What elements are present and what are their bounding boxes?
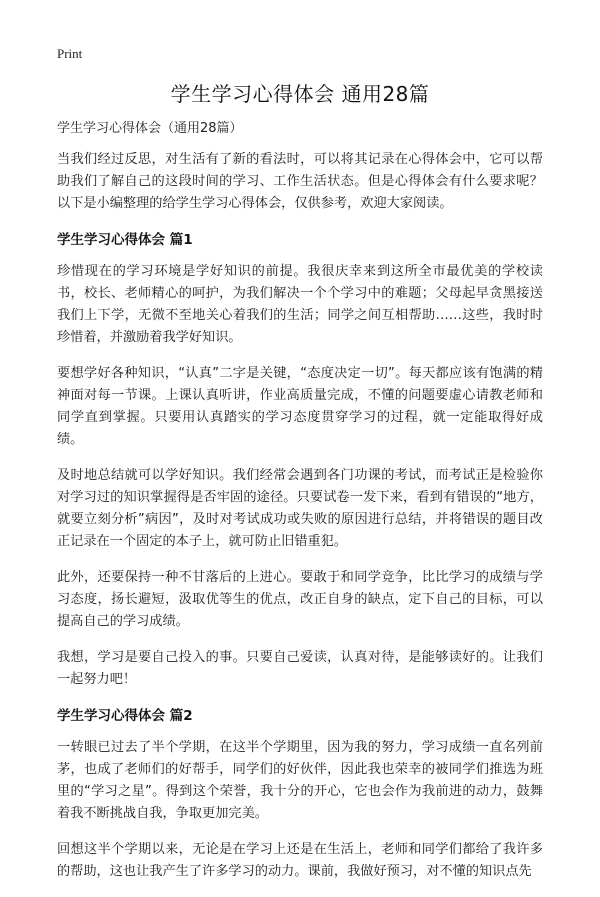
section-2-paragraph-2: 回想这半个学期以来，无论是在学习上还是在生活上，老师和同学们都给了我许多的帮助，这也让我产生了许多学习的动力。课前，我做好预习，对不懂的知识点先	[57, 842, 543, 879]
document-body	[57, 118, 543, 897]
section-1-paragraph-5: 我想，学习是要自己投入的事。只要自己爱读，认真对待，是能够读好的。让我们一起努力吧！	[57, 650, 543, 687]
document-subtitle: 学生学习心得体会（通用28篇）	[57, 121, 243, 136]
section-1-paragraph-3: 及时地总结就可以学好知识。我们经常会遇到各门功课的考试，而考试正是检验你对学习过的知识掌握得是否牢固的途径。只要试卷一发下来，看到有错误的“地方，就要立刻分析”病因”，及时对考试成功或失败的原因进行总结，并将错误的题目改正记录在一个固定的本子上，就可防止旧错重犯。	[57, 468, 543, 549]
section-heading-2: 学生学习心得体会 篇2	[57, 708, 193, 724]
document-title: 学生学习心得体会 通用28篇	[170, 82, 430, 106]
section-heading-1: 学生学习心得体会 篇1	[57, 232, 193, 248]
section-1-paragraph-4: 此外，还要保持一种不甘落后的上进心。要敢于和同学竞争，比比学习的成绩与学习态度，扬长避短，汲取优等生的优点，改正自身的缺点，定下自己的目标，可以提高自己的学习成绩。	[57, 570, 543, 629]
intro-paragraph: 当我们经过反思，对生活有了新的看法时，可以将其记录在心得体会中，它可以帮助我们了解自己的这段时间的学习、工作生活状态。但是心得体会有什么要求呢？以下是小编整理的给学生学习心得体会，仅供参考，欢迎大家阅读。	[57, 152, 543, 211]
print-link[interactable]: Print	[57, 46, 83, 61]
section-2-paragraph-1: 一转眼已过去了半个学期，在这半个学期里，因为我的努力，学习成绩一直名列前茅，也成了老师们的好帮手，同学们的好伙伴，因此我也荣幸的被同学们推选为班里的“学习之星”。得到这个荣誉，我十分的开心，它也会作为我前进的动力，鼓舞着我不断挑战自我，争取更加完美。	[57, 740, 543, 821]
section-1-paragraph-1: 珍惜现在的学习环境是学好知识的前提。我很庆幸来到这所全市最优美的学校读书，校长、老师精心的呵护，为我们解决一个个学习中的难题；父母起早贪黑接送我们上下学，无微不至地关心着我们的生活；同学之间互相帮助……这些，我时时珍惜着，并激励着我学好知识。	[57, 264, 543, 345]
section-1-paragraph-2: 要想学好各种知识，“认真”二字是关键，“态度决定一切”。每天都应该有饱满的精神面对每一节课。上课认真听讲，作业高质量完成，不懂的问题要虚心请教老师和同学直到掌握。只要用认真踏实的学习态度贯穿学习的过程，就一定能取得好成绩。	[57, 366, 543, 447]
